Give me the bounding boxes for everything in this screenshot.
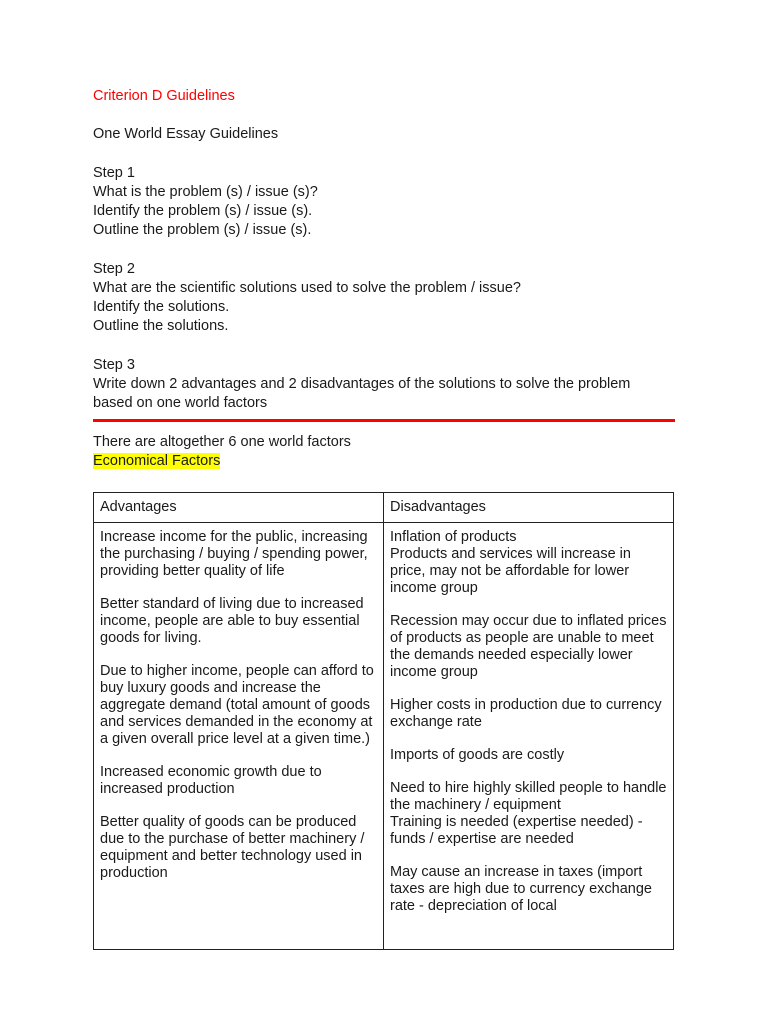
document-title: Criterion D Guidelines	[93, 88, 235, 104]
disadvantage-item: Products and services will increase in price, may not be affordable for lower income group	[390, 546, 631, 596]
disadvantage-item: Higher costs in production due to currency exchange rate	[390, 697, 662, 730]
step-3-heading: Step 3	[93, 357, 135, 373]
step-2-heading: Step 2	[93, 261, 135, 277]
step-2-line: Identify the solutions.	[93, 299, 230, 315]
step-3-line: Write down 2 advantages and 2 disadvantages of the solutions to solve the problem	[93, 376, 631, 392]
advantages-cell	[94, 523, 384, 950]
step-1-line: Outline the problem (s) / issue (s).	[93, 222, 312, 238]
advantage-item: Increased economic growth due to increased production	[100, 764, 322, 797]
factor-heading-wrap	[93, 452, 220, 471]
disadvantages-cell	[384, 523, 674, 950]
advantage-item: Better quality of goods can be produced due to the purchase of better machinery / equipment and better technology used in production	[100, 814, 365, 881]
step-1-line: What is the problem (s) / issue (s)?	[93, 184, 318, 200]
factor-heading: Economical Factors	[93, 453, 221, 469]
step-1-heading: Step 1	[93, 165, 135, 181]
factors-table	[93, 492, 674, 950]
table-header-advantages: Advantages	[94, 493, 384, 523]
advantage-item: Due to higher income, people can afford to buy luxury goods and increase the aggregate demand (total amount of goods and services demanded in the economy at a given overall price level at a given time.)	[100, 663, 374, 747]
factors-intro: There are altogether 6 one world factors	[93, 434, 351, 450]
advantage-item: Increase income for the public, increasing the purchasing / buying / spending power, providing better quality of life	[100, 529, 368, 579]
disadvantage-item: Training is needed (expertise needed) - funds / expertise are needed	[390, 814, 643, 847]
step-2-line: Outline the solutions.	[93, 318, 229, 334]
table-header-disadvantages: Disadvantages	[384, 493, 674, 523]
step-3-line: based on one world factors	[93, 395, 268, 411]
disadvantage-item: Need to hire highly skilled people to handle the machinery / equipment	[390, 780, 667, 813]
table-header-row	[94, 493, 674, 523]
advantage-item: Better standard of living due to increased income, people are able to buy essential goods for living.	[100, 596, 364, 646]
disadvantage-item: Inflation of products	[390, 529, 517, 545]
disadvantage-item: Imports of goods are costly	[390, 747, 565, 763]
red-divider	[93, 419, 675, 422]
disadvantage-item: May cause an increase in taxes (import taxes are high due to currency exchange rate - depreciation of local	[390, 864, 652, 914]
disadvantage-item: Recession may occur due to inflated prices of products as people are unable to meet the demands needed especially lower income group	[390, 613, 667, 680]
table-row	[94, 523, 674, 950]
step-2-line: What are the scientific solutions used to solve the problem / issue?	[93, 280, 521, 296]
document-subtitle: One World Essay Guidelines	[93, 126, 279, 142]
step-1-line: Identify the problem (s) / issue (s).	[93, 203, 313, 219]
